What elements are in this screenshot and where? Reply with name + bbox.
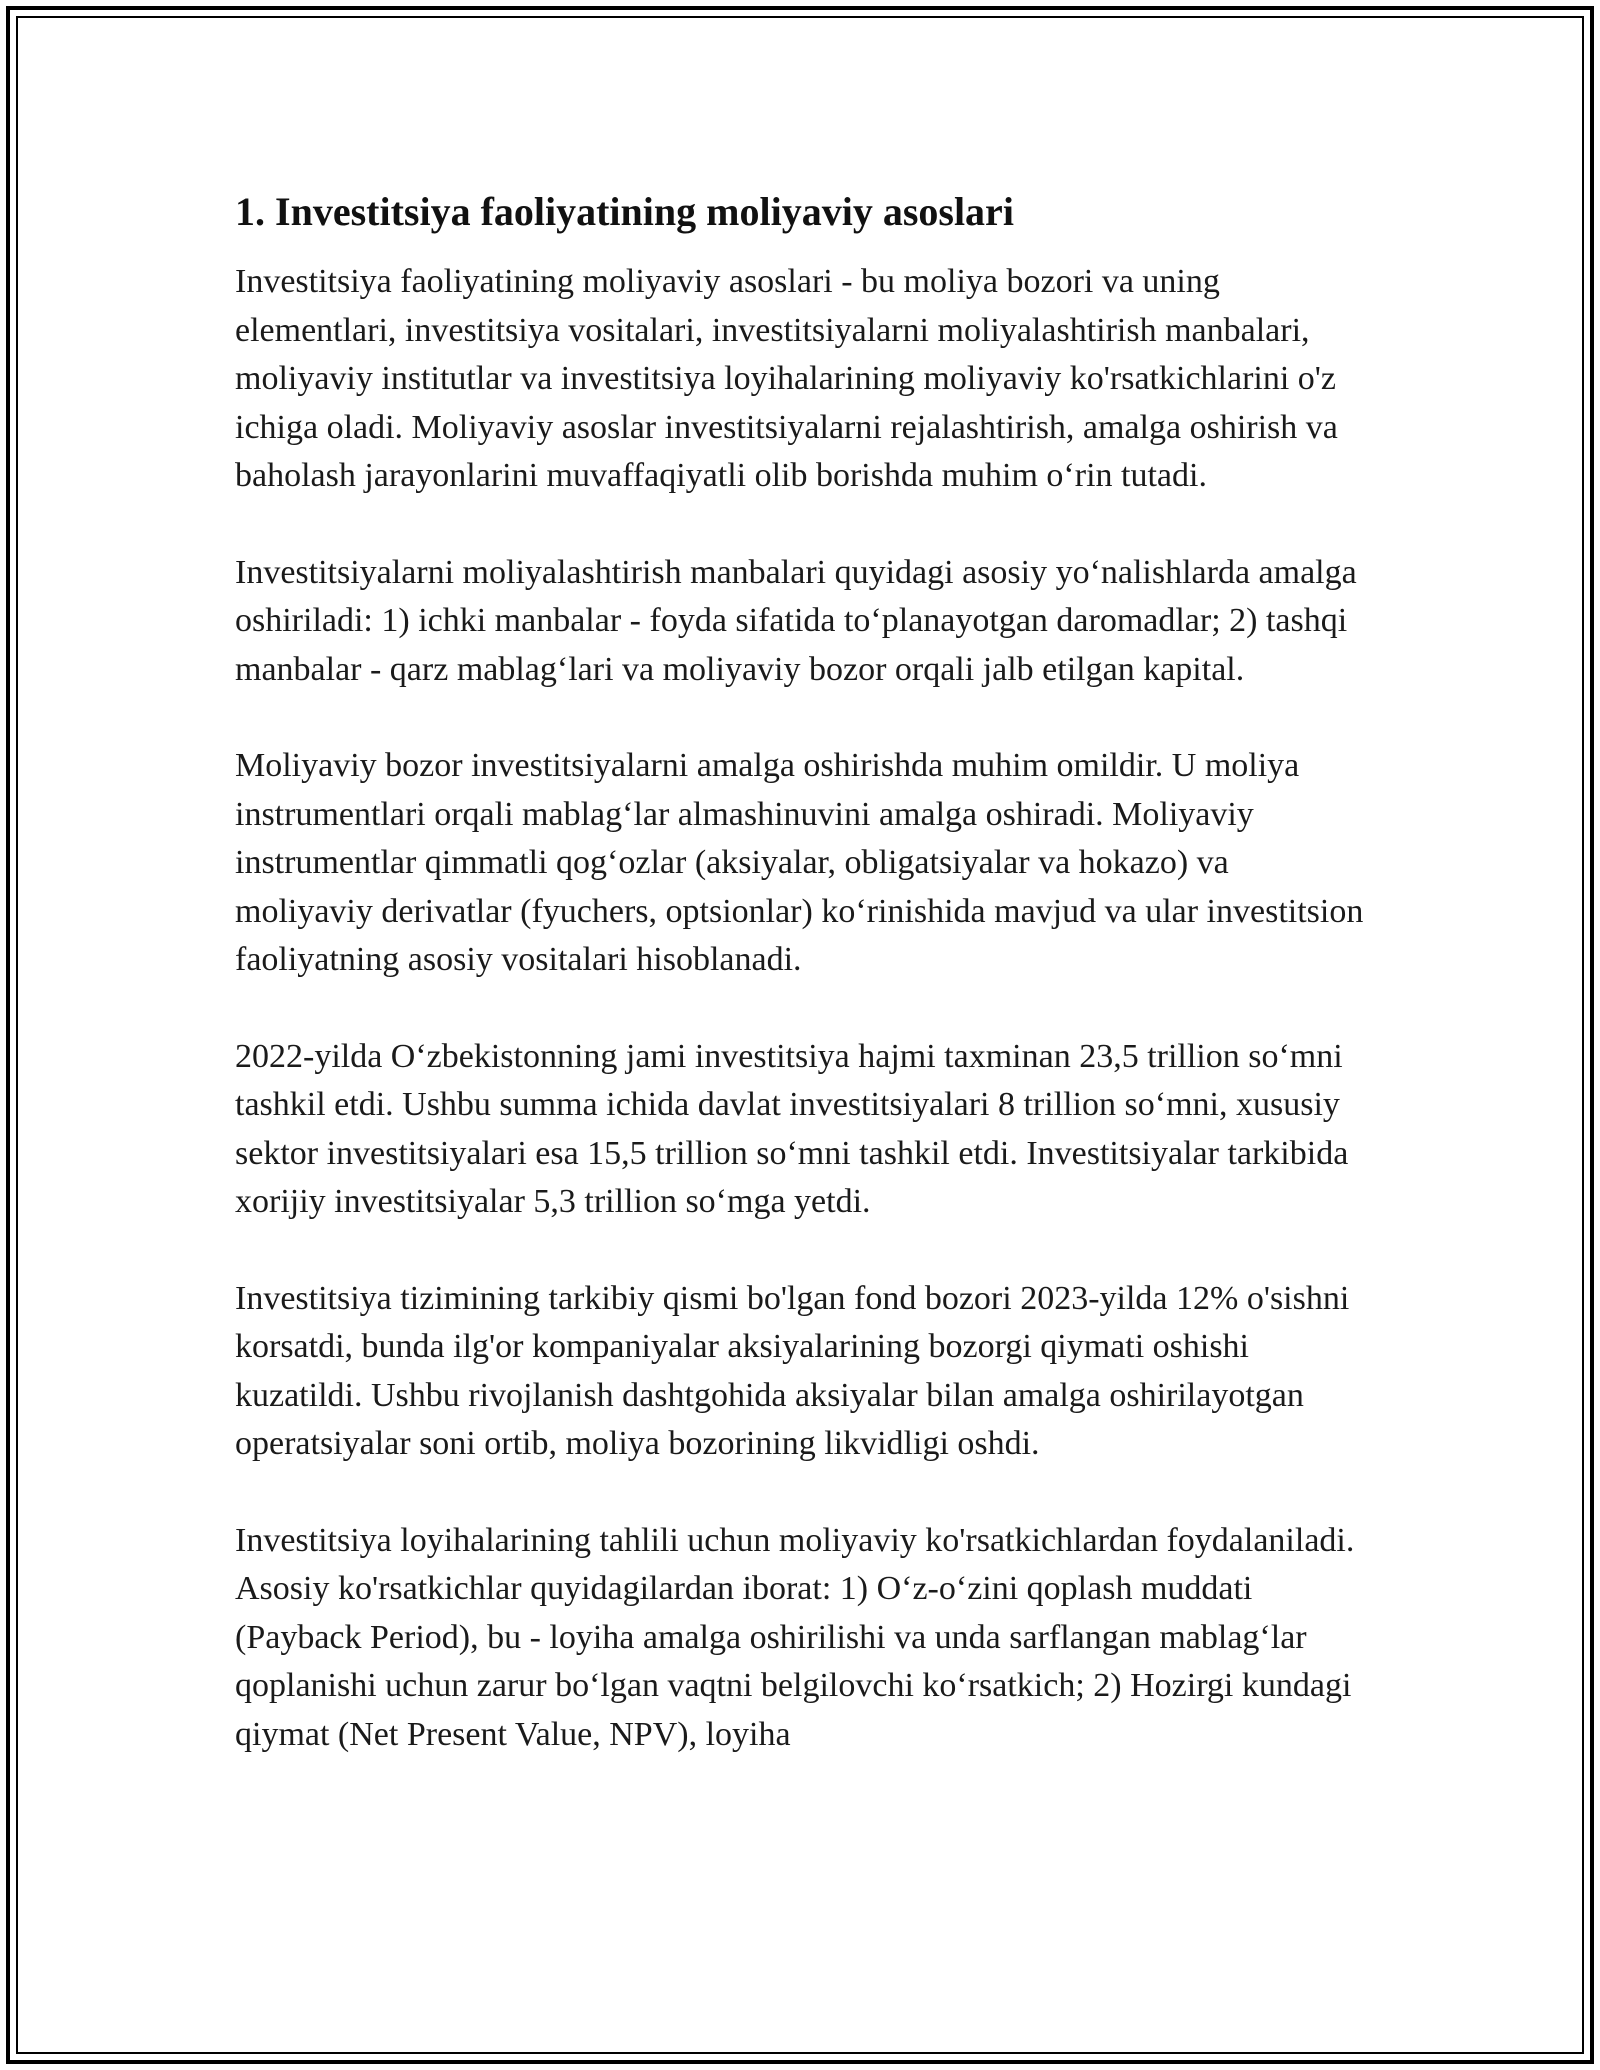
paragraph-investment-volume-2022: 2022-yilda O‘zbekistonning jami investitsiya hajmi taxminan 23,5 trillion so‘mni tashkil etdi. Ushbu summa ichida davlat investitsiyalari 8 trillion so‘mni, xususiy sektor investitsiyalari esa 15,5 trillion so‘mni tashkil etdi. Investitsiyalar tarkibida xorijiy investitsiyalar 5,3 trillion so‘mga yetdi. xyxy=(235,1037,1349,1220)
paragraph-financial-foundations: Investitsiya faoliyatining moliyaviy asoslari - bu moliya bozori va uning elementlari, investitsiya vositalari, investitsiyalarni moliyalashtirish manbalari, moliyaviy institutlar va investitsiya loyihalarining moliyaviy ko'rsatkichlarini o'z ichiga oladi. Moliyaviy asoslar investitsiyalarni rejalashtirish, amalga oshirish va baholash jarayonlarini muvaffaqiyatli olib borishda muhim o‘rin tutadi. xyxy=(235,263,1338,494)
paragraph-project-indicators: Investitsiya loyihalarining tahlili uchun moliyaviy ko'rsatkichlardan foydalaniladi. Asosiy ko'rsatkichlar quyidagilardan iborat: 1) O‘z-o‘zini qoplash muddati (Payback Period), bu - loyiha amalga oshirilishi va unda sarflangan mablag‘lar qoplanishi uchun zarur bo‘lgan vaqtni belgilovchi ko‘rsatkich; 2) Hozirgi kundagi qiymat (Net Present Value, NPV), loyiha xyxy=(235,1521,1355,1753)
paragraph-financing-sources: Investitsiyalarni moliyalashtirish manbalari quyidagi asosiy yo‘nalishlarda amalga oshiriladi: 1) ichki manbalar - foyda sifatida to‘planayotgan daromadlar; 2) tashqi manbalar - qarz mablag‘lari va moliyaviy bozor orqali jalb etilgan kapital. xyxy=(235,553,1357,688)
section-heading: 1. Investitsiya faoliyatining moliyaviy asoslari xyxy=(235,189,1014,234)
paragraph-financial-market: Moliyaviy bozor investitsiyalarni amalga oshirishda muhim omildir. U moliya instrumentlari orqali mablag‘lar almashinuvini amalga oshiradi. Moliyaviy instrumentlar qimmatli qog‘ozlar (aksiyalar, obligatsiyalar va hokazo) va moliyaviy derivatlar (fyuchers, optsionlar) ko‘rinishida mavjud va ular investitsion faoliyatning asosiy vositalari hisoblanadi. xyxy=(235,747,1364,978)
document-body xyxy=(235,182,1375,1759)
paragraph-stock-market-2023: Investitsiya tizimining tarkibiy qismi bo'lgan fond bozori 2023-yilda 12% o'sishni korsatdi, bunda ilg'or kompaniyalar aksiyalarining bozorgi qiymati oshishi kuzatildi. Ushbu rivojlanish dashtgohida aksiyalar bilan amalga oshirilayotgan operatsiyalar soni ortib, moliya bozorining likvidligi oshdi. xyxy=(235,1279,1350,1462)
